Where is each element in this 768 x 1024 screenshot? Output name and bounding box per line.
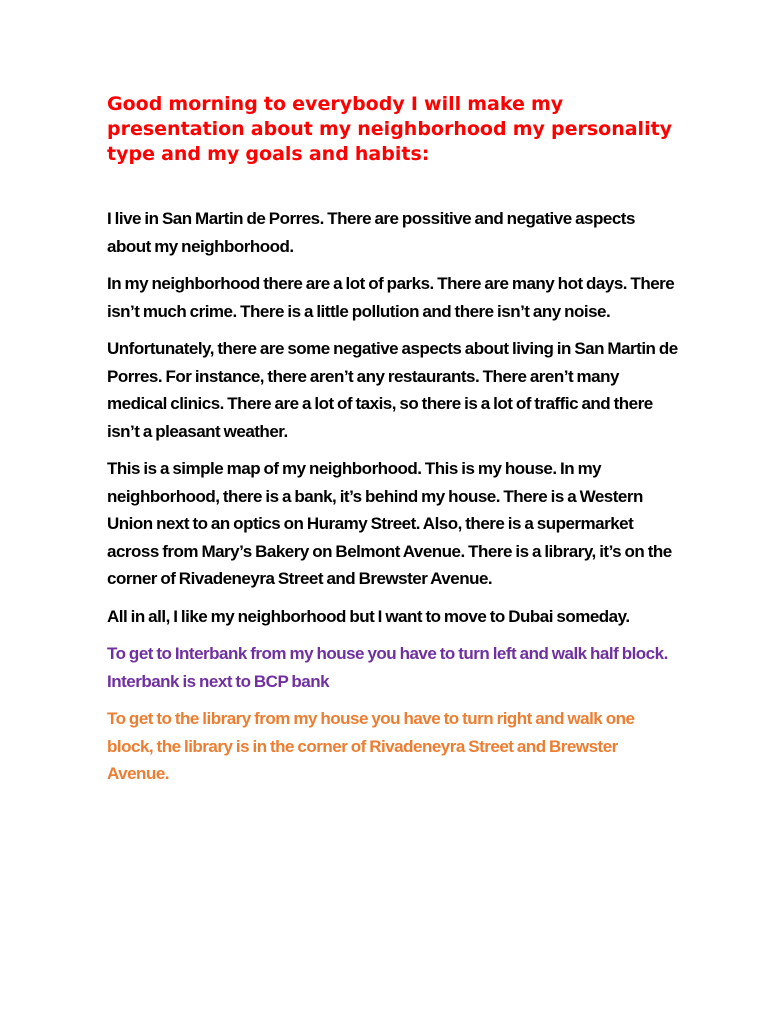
directions-interbank: To get to Interbank from my house you have to turn left and walk half block. Interbank is next to BCP bank [107,644,668,691]
paragraph-map-description: This is a simple map of my neighborhood. This is my house. In my neighborhood, there is a bank, it’s behind my house. There is a Western Union next to an optics on Huramy Street. Also, there is a supermarket across from Mary’s Bakery on Belmont Avenue. There is a library, it’s on the corner of Rivadeneyra Street and Brewster Avenue. [107,459,672,588]
paragraph-positive-aspects: In my neighborhood there are a lot of parks. There are many hot days. There isn’t much crime. There is a little pollution and there isn’t any noise. [107,274,675,321]
document-page [107,92,679,798]
directions-library: To get to the library from my house you have to turn right and walk one block, the library is in the corner of Rivadeneyra Street and Brewster Avenue. [107,709,635,783]
document-title: Good morning to everybody I will make my presentation about my neighborhood my personality type and my goals and habits: [107,93,673,165]
paragraph-intro: I live in San Martin de Porres. There are possitive and negative aspects about my neighborhood. [107,209,635,256]
paragraph-conclusion: All in all, I like my neighborhood but I want to move to Dubai someday. [107,606,630,626]
paragraph-negative-aspects: Unfortunately, there are some negative aspects about living in San Martin de Porres. For instance, there aren’t any restaurants. There aren’t many medical clinics. There are a lot of taxis, so there is a lot of traffic and there isn’t a pleasant weather. [107,339,678,441]
